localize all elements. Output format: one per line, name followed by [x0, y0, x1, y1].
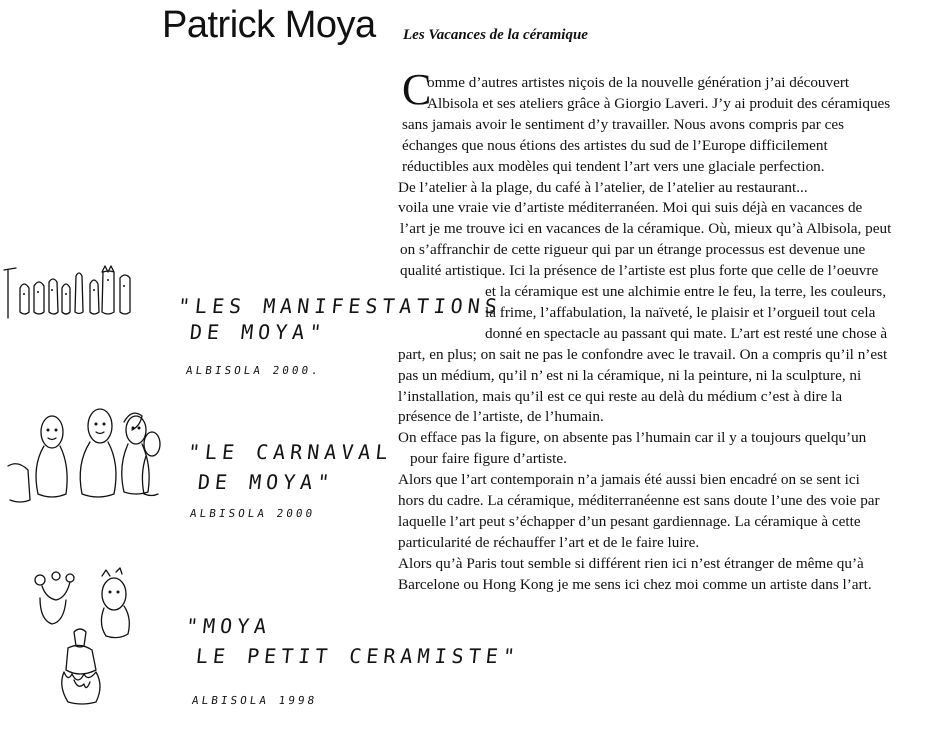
- caption-3-date: ALBISOLA 1998: [191, 694, 319, 707]
- article-line: donné en spectacle au passant qui mate. L’art est resté une chose à: [485, 324, 888, 342]
- caption-3-title-line2: LE PETIT CERAMISTE": [194, 644, 522, 668]
- article-line: Barcelone ou Hong Kong je me sens ici chez moi comme un artiste dans l’art.: [398, 575, 872, 593]
- carnival-figures-drawing: [6, 400, 156, 510]
- article-line: On efface pas la figure, on absente pas l’humain car il y a toujours quelqu’un: [398, 429, 867, 447]
- caption-1-date: ALBISOLA 2000.: [185, 364, 322, 377]
- article-line: Alors que l’art contemporain n’a jamais été aussi bien encadré on se sent ici: [398, 471, 860, 489]
- article-line: omme d’autres artistes niçois de la nouvelle génération j’ai découvert: [427, 74, 850, 91]
- article-line: voila une vraie vie d’artiste méditerranéen. Moi qui suis déjà en vacances de: [398, 199, 863, 217]
- page-title: Patrick Moya: [162, 4, 376, 46]
- article-line: présence de l’artiste, de l’humain.: [398, 408, 604, 426]
- article-line: réductibles aux modèles qui tendent l’art vers une glaciale perfection.: [402, 157, 825, 175]
- article-line: hors du cadre. La céramique, méditerranéenne est sans doute l’une des voie par: [398, 492, 880, 509]
- article-line: sans jamais avoir le sentiment d’y travailler. Nous avons compris par ces: [402, 115, 845, 133]
- caption-2-date-text: ALBISOLA 2000: [189, 507, 317, 520]
- article-line: la frime, l’affabulation, la naïveté, le plaisir et l’orgueil tout cela: [485, 303, 876, 321]
- article-line: l’art je me trouve ici en vacances de la céramique. Où, mieux qu’à Albisola, peut: [400, 220, 892, 238]
- drop-cap: C: [402, 65, 432, 114]
- article-line: particularité de réchauffer l’art et de le faire luire.: [398, 533, 700, 551]
- article-line: qualité artistique. Ici la présence de l’artiste est plus forte que celle de l’oeuvre: [400, 262, 879, 280]
- article-line: Albisola et ses ateliers grâce à Giorgio Laveri. J’y ai produit des céramiques: [427, 94, 891, 112]
- caption-1-title-line2: DE MOYA": [188, 320, 328, 344]
- caption-1-title: "LES MANIFESTATIONS: [176, 294, 504, 318]
- article-line: part, en plus; on sait ne pas le confondre avec le travail. On a compris qu’il n’est: [398, 345, 888, 363]
- figures-row-drawing: [2, 258, 162, 338]
- article-line: on s’affranchir de cette rigueur qui par un étrange processus est devenue une: [400, 241, 866, 259]
- article-line: l’installation, mais qu’il est ce qui reste au delà du médium c’est à dire la: [398, 387, 843, 405]
- article-line: laquelle l’art peut s’échapper d’un pesant gardiennage. La céramique à cette: [398, 512, 861, 530]
- article-line: et la céramique est une alchimie entre le feu, la terre, les couleurs,: [485, 283, 887, 300]
- article-line: échanges que nous étions des artistes du sud de l’Europe difficilement: [402, 136, 828, 154]
- ceramist-drawing: [30, 568, 160, 708]
- caption-2-title-line2: DE MOYA": [196, 470, 336, 494]
- caption-3-title: "MOYA: [184, 614, 273, 638]
- article-line: pour faire figure d’artiste.: [410, 450, 567, 468]
- caption-2-title: "LE CARNAVAL: [186, 440, 394, 464]
- page-subtitle: Les Vacances de la céramique: [403, 27, 588, 43]
- article-line: Alors qu’à Paris tout semble si différent rien ici n’est étranger de même qu’à: [398, 554, 864, 572]
- article-line: De l’atelier à la plage, du café à l’atelier, de l’atelier au restaurant...: [398, 178, 808, 196]
- article-line: pas un médium, qu’il n’ est ni la céramique, ni la peinture, ni la sculpture, ni: [398, 366, 862, 384]
